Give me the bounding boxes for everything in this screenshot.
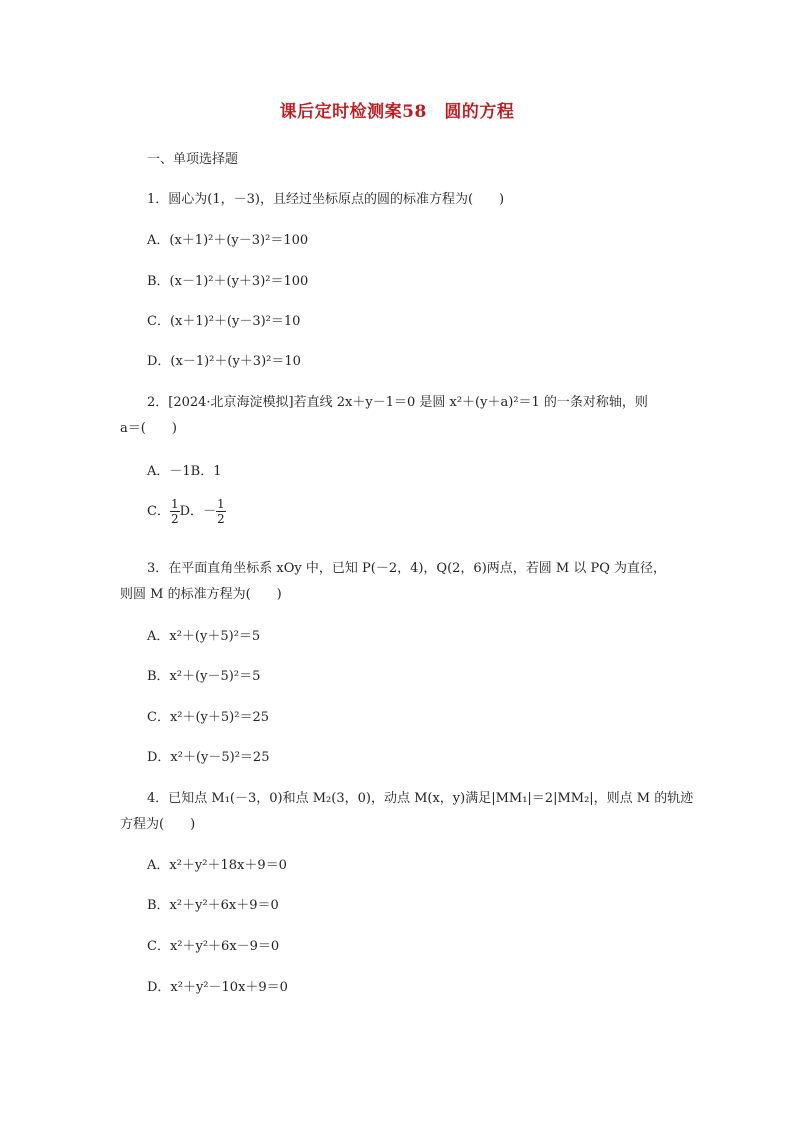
question-2-stem-line2: a＝( ) — [120, 421, 177, 436]
question-4-option-c: C．x²＋y²＋6x－9＝0 — [147, 939, 280, 954]
option-d-label: D．－ — [179, 504, 217, 519]
question-3-option-b: B．x²＋(y－5)²＝5 — [147, 669, 261, 684]
question-1-option-a: A．(x＋1)²＋(y－3)²＝100 — [147, 233, 309, 248]
question-3-option-a: A．x²＋(y＋5)²＝5 — [147, 629, 261, 644]
question-2-options-cd — [147, 497, 226, 526]
question-2-options-ab: A．－1B．1 — [147, 464, 222, 479]
question-4-option-a: A．x²＋y²＋18x＋9＝0 — [147, 858, 287, 873]
question-3-stem-line1: 3．在平面直角坐标系 xOy 中，已知 P(－2，4)，Q(2，6)两点，若圆 M 以 PQ 为直径， — [147, 561, 667, 576]
question-4-stem-line2: 方程为( ) — [120, 817, 196, 832]
question-4-option-b: B．x²＋y²＋6x＋9＝0 — [147, 898, 279, 913]
fraction-negative-one-half: $\frac{1}{2}$ — [217, 497, 225, 526]
question-3-stem-line2: 则圆 M 的标准方程为( ) — [120, 587, 282, 602]
fraction-one-half: $\frac{1}{2}$ — [170, 497, 179, 526]
question-4-stem-line1: 4．已知点 M₁(－3，0)和点 M₂(3，0)，动点 M(x，y)满足|MM₁|＝2|MM₂|，则点 M 的轨迹 — [147, 791, 694, 806]
page-title: 课后定时检测案58 圆的方程 — [279, 102, 515, 122]
question-4-option-d: D．x²＋y²－10x＋9＝0 — [147, 980, 288, 995]
question-3-option-c: C．x²＋(y＋5)²＝25 — [147, 710, 270, 725]
question-1-option-d: D．(x－1)²＋(y＋3)²＝10 — [147, 354, 301, 369]
question-1-option-b: B．(x－1)²＋(y＋3)²＝100 — [147, 274, 309, 289]
question-1-stem: 1．圆心为(1，－3)，且经过坐标原点的圆的标准方程为( ) — [147, 192, 505, 207]
section-heading: 一、单项选择题 — [147, 152, 239, 167]
option-c-label: C． — [147, 504, 170, 519]
question-1-option-c: C．(x＋1)²＋(y－3)²＝10 — [147, 314, 301, 329]
question-3-option-d: D．x²＋(y－5)²＝25 — [147, 750, 270, 765]
question-2-stem-line1: 2．[2024·北京海淀模拟]若直线 2x＋y－1＝0 是圆 x²＋(y＋a)²＝1 的一条对称轴，则 — [147, 395, 648, 410]
